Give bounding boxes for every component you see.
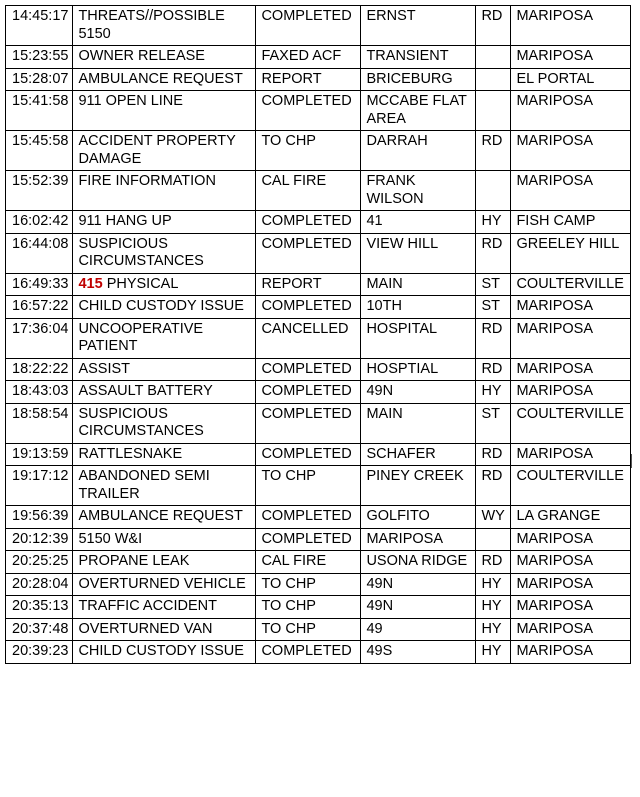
- cell-time: 18:22:22: [6, 358, 73, 381]
- cell-street-suffix: HY: [476, 596, 511, 619]
- cell-time: 16:57:22: [6, 296, 73, 319]
- cell-street: FRANK WILSON: [361, 171, 476, 211]
- cell-disposition: TO CHP: [256, 573, 361, 596]
- cell-time: 16:44:08: [6, 233, 73, 273]
- table-row: [6, 273, 631, 296]
- table-row: [6, 68, 631, 91]
- cell-call-type: 911 OPEN LINE: [73, 91, 256, 131]
- table-row: [6, 551, 631, 574]
- cell-street-suffix: [476, 68, 511, 91]
- cell-city: GREELEY HILL: [511, 233, 631, 273]
- cell-street: MCCABE FLAT AREA: [361, 91, 476, 131]
- cell-time: 19:17:12: [6, 466, 73, 506]
- table-row: [6, 91, 631, 131]
- table-row: [6, 641, 631, 664]
- table-row: [6, 131, 631, 171]
- cell-time: 20:39:23: [6, 641, 73, 664]
- cell-call-type: OVERTURNED VEHICLE: [73, 573, 256, 596]
- table-row: [6, 506, 631, 529]
- table-row: [6, 443, 631, 466]
- cell-time: 15:45:58: [6, 131, 73, 171]
- cell-time: 16:02:42: [6, 211, 73, 234]
- cell-call-type: ASSIST: [73, 358, 256, 381]
- cell-time: 15:23:55: [6, 46, 73, 69]
- cell-disposition: CANCELLED: [256, 318, 361, 358]
- cell-street: USONA RIDGE: [361, 551, 476, 574]
- cell-disposition: TO CHP: [256, 596, 361, 619]
- cell-street-suffix: [476, 171, 511, 211]
- cell-disposition: COMPLETED: [256, 641, 361, 664]
- table-row: [6, 211, 631, 234]
- cell-time: 20:35:13: [6, 596, 73, 619]
- cell-street: HOSPITAL: [361, 318, 476, 358]
- table-row: [6, 318, 631, 358]
- cell-city: MARIPOSA: [511, 6, 631, 46]
- cell-time: 15:41:58: [6, 91, 73, 131]
- cell-street: 49S: [361, 641, 476, 664]
- cell-disposition: COMPLETED: [256, 403, 361, 443]
- cell-disposition: REPORT: [256, 273, 361, 296]
- cell-street-suffix: HY: [476, 211, 511, 234]
- cell-disposition: COMPLETED: [256, 211, 361, 234]
- call-log-table: [5, 5, 631, 664]
- cell-time: 16:49:33: [6, 273, 73, 296]
- cell-city: COULTERVILLE: [511, 273, 631, 296]
- cell-city: MARIPOSA: [511, 46, 631, 69]
- cell-street-suffix: RD: [476, 6, 511, 46]
- cell-city: MARIPOSA: [511, 91, 631, 131]
- cell-call-type: AMBULANCE REQUEST: [73, 68, 256, 91]
- cell-call-type: CHILD CUSTODY ISSUE: [73, 641, 256, 664]
- cell-city: MARIPOSA: [511, 528, 631, 551]
- cell-street-suffix: RD: [476, 131, 511, 171]
- table-row: [6, 528, 631, 551]
- cell-street-suffix: [476, 528, 511, 551]
- table-row: [6, 171, 631, 211]
- cell-call-type: ABANDONED SEMI TRAILER: [73, 466, 256, 506]
- cell-street-suffix: HY: [476, 381, 511, 404]
- table-row: [6, 46, 631, 69]
- cell-street: GOLFITO: [361, 506, 476, 529]
- cell-city: MARIPOSA: [511, 171, 631, 211]
- cell-city: MARIPOSA: [511, 318, 631, 358]
- cell-street-suffix: HY: [476, 573, 511, 596]
- cell-call-type: ACCIDENT PROPERTY DAMAGE: [73, 131, 256, 171]
- cell-disposition: COMPLETED: [256, 528, 361, 551]
- cell-city: EL PORTAL: [511, 68, 631, 91]
- cell-street: 10TH: [361, 296, 476, 319]
- cell-time: 18:43:03: [6, 381, 73, 404]
- table-row: [6, 358, 631, 381]
- cell-street: PINEY CREEK: [361, 466, 476, 506]
- cell-time: 18:58:54: [6, 403, 73, 443]
- cell-call-type: CHILD CUSTODY ISSUE: [73, 296, 256, 319]
- cell-call-type: FIRE INFORMATION: [73, 171, 256, 211]
- cell-city: MARIPOSA: [511, 596, 631, 619]
- cell-time: 17:36:04: [6, 318, 73, 358]
- cell-disposition: COMPLETED: [256, 506, 361, 529]
- cell-street: HOSPTIAL: [361, 358, 476, 381]
- cell-disposition: FAXED ACF: [256, 46, 361, 69]
- cell-street-suffix: WY: [476, 506, 511, 529]
- cell-disposition: CAL FIRE: [256, 171, 361, 211]
- cell-street-suffix: RD: [476, 233, 511, 273]
- cell-street: 49: [361, 618, 476, 641]
- table-row: [6, 596, 631, 619]
- cell-street: 41: [361, 211, 476, 234]
- cell-disposition: COMPLETED: [256, 6, 361, 46]
- table-row: [6, 403, 631, 443]
- cell-call-type: AMBULANCE REQUEST: [73, 506, 256, 529]
- cell-disposition: TO CHP: [256, 466, 361, 506]
- cell-time: 14:45:17: [6, 6, 73, 46]
- cell-call-type: OWNER RELEASE: [73, 46, 256, 69]
- table-row: [6, 466, 631, 506]
- cell-call-type: [73, 273, 256, 296]
- cell-street-suffix: RD: [476, 466, 511, 506]
- call-code: 415: [78, 275, 103, 292]
- cell-city: COULTERVILLE: [511, 466, 631, 506]
- cell-street-suffix: HY: [476, 618, 511, 641]
- cell-street-suffix: RD: [476, 443, 511, 466]
- cell-street-suffix: ST: [476, 296, 511, 319]
- cell-city: MARIPOSA: [511, 443, 631, 466]
- cell-call-type: SUSPICIOUS CIRCUMSTANCES: [73, 233, 256, 273]
- cell-time: 20:28:04: [6, 573, 73, 596]
- cell-disposition: REPORT: [256, 68, 361, 91]
- cell-call-type: UNCOOPERATIVE PATIENT: [73, 318, 256, 358]
- cell-time: 19:13:59: [6, 443, 73, 466]
- cell-city: MARIPOSA: [511, 296, 631, 319]
- cell-street-suffix: ST: [476, 273, 511, 296]
- cell-street: 49N: [361, 596, 476, 619]
- cell-time: 15:52:39: [6, 171, 73, 211]
- call-type-text: PHYSICAL: [106, 275, 179, 292]
- cell-street: TRANSIENT: [361, 46, 476, 69]
- cell-call-type: 911 HANG UP: [73, 211, 256, 234]
- cell-street: SCHAFER: [361, 443, 476, 466]
- cell-call-type: THREATS//POSSIBLE 5150: [73, 6, 256, 46]
- cell-street: ERNST: [361, 6, 476, 46]
- cell-street: MAIN: [361, 273, 476, 296]
- cell-disposition: TO CHP: [256, 131, 361, 171]
- cell-street-suffix: RD: [476, 358, 511, 381]
- call-log-body: [6, 6, 631, 664]
- cell-street: BRICEBURG: [361, 68, 476, 91]
- cell-disposition: COMPLETED: [256, 381, 361, 404]
- cell-time: 20:37:48: [6, 618, 73, 641]
- cell-call-type: OVERTURNED VAN: [73, 618, 256, 641]
- cell-city: MARIPOSA: [511, 573, 631, 596]
- cell-street-suffix: ST: [476, 403, 511, 443]
- cell-disposition: COMPLETED: [256, 233, 361, 273]
- cell-disposition: COMPLETED: [256, 296, 361, 319]
- cell-street: MARIPOSA: [361, 528, 476, 551]
- cell-street-suffix: RD: [476, 318, 511, 358]
- cell-street: DARRAH: [361, 131, 476, 171]
- table-row: [6, 233, 631, 273]
- cell-city: MARIPOSA: [511, 381, 631, 404]
- cell-street: VIEW HILL: [361, 233, 476, 273]
- cell-street-suffix: [476, 46, 511, 69]
- cell-street: 49N: [361, 573, 476, 596]
- cell-city: MARIPOSA: [511, 131, 631, 171]
- cell-city: MARIPOSA: [511, 641, 631, 664]
- cell-street: MAIN: [361, 403, 476, 443]
- cell-time: 19:56:39: [6, 506, 73, 529]
- cell-time: 20:25:25: [6, 551, 73, 574]
- cell-call-type: RATTLESNAKE: [73, 443, 256, 466]
- cell-city: COULTERVILLE: [511, 403, 631, 443]
- cell-call-type: 5150 W&I: [73, 528, 256, 551]
- cell-disposition: COMPLETED: [256, 358, 361, 381]
- cell-city: MARIPOSA: [511, 358, 631, 381]
- cell-time: 15:28:07: [6, 68, 73, 91]
- cell-street-suffix: HY: [476, 641, 511, 664]
- cell-call-type: ASSAULT BATTERY: [73, 381, 256, 404]
- cell-time: 20:12:39: [6, 528, 73, 551]
- cell-street-suffix: RD: [476, 551, 511, 574]
- cell-disposition: COMPLETED: [256, 91, 361, 131]
- table-row: [6, 618, 631, 641]
- cell-disposition: CAL FIRE: [256, 551, 361, 574]
- cell-disposition: COMPLETED: [256, 443, 361, 466]
- cell-call-type: TRAFFIC ACCIDENT: [73, 596, 256, 619]
- cell-call-type: PROPANE LEAK: [73, 551, 256, 574]
- cell-city: MARIPOSA: [511, 551, 631, 574]
- cell-disposition: TO CHP: [256, 618, 361, 641]
- cell-call-type: SUSPICIOUS CIRCUMSTANCES: [73, 403, 256, 443]
- cell-street: 49N: [361, 381, 476, 404]
- table-row: [6, 296, 631, 319]
- table-row: [6, 6, 631, 46]
- cell-street-suffix: [476, 91, 511, 131]
- page-edge-mark: [631, 454, 632, 468]
- cell-city: MARIPOSA: [511, 618, 631, 641]
- table-row: [6, 573, 631, 596]
- cell-city: FISH CAMP: [511, 211, 631, 234]
- table-row: [6, 381, 631, 404]
- cell-city: LA GRANGE: [511, 506, 631, 529]
